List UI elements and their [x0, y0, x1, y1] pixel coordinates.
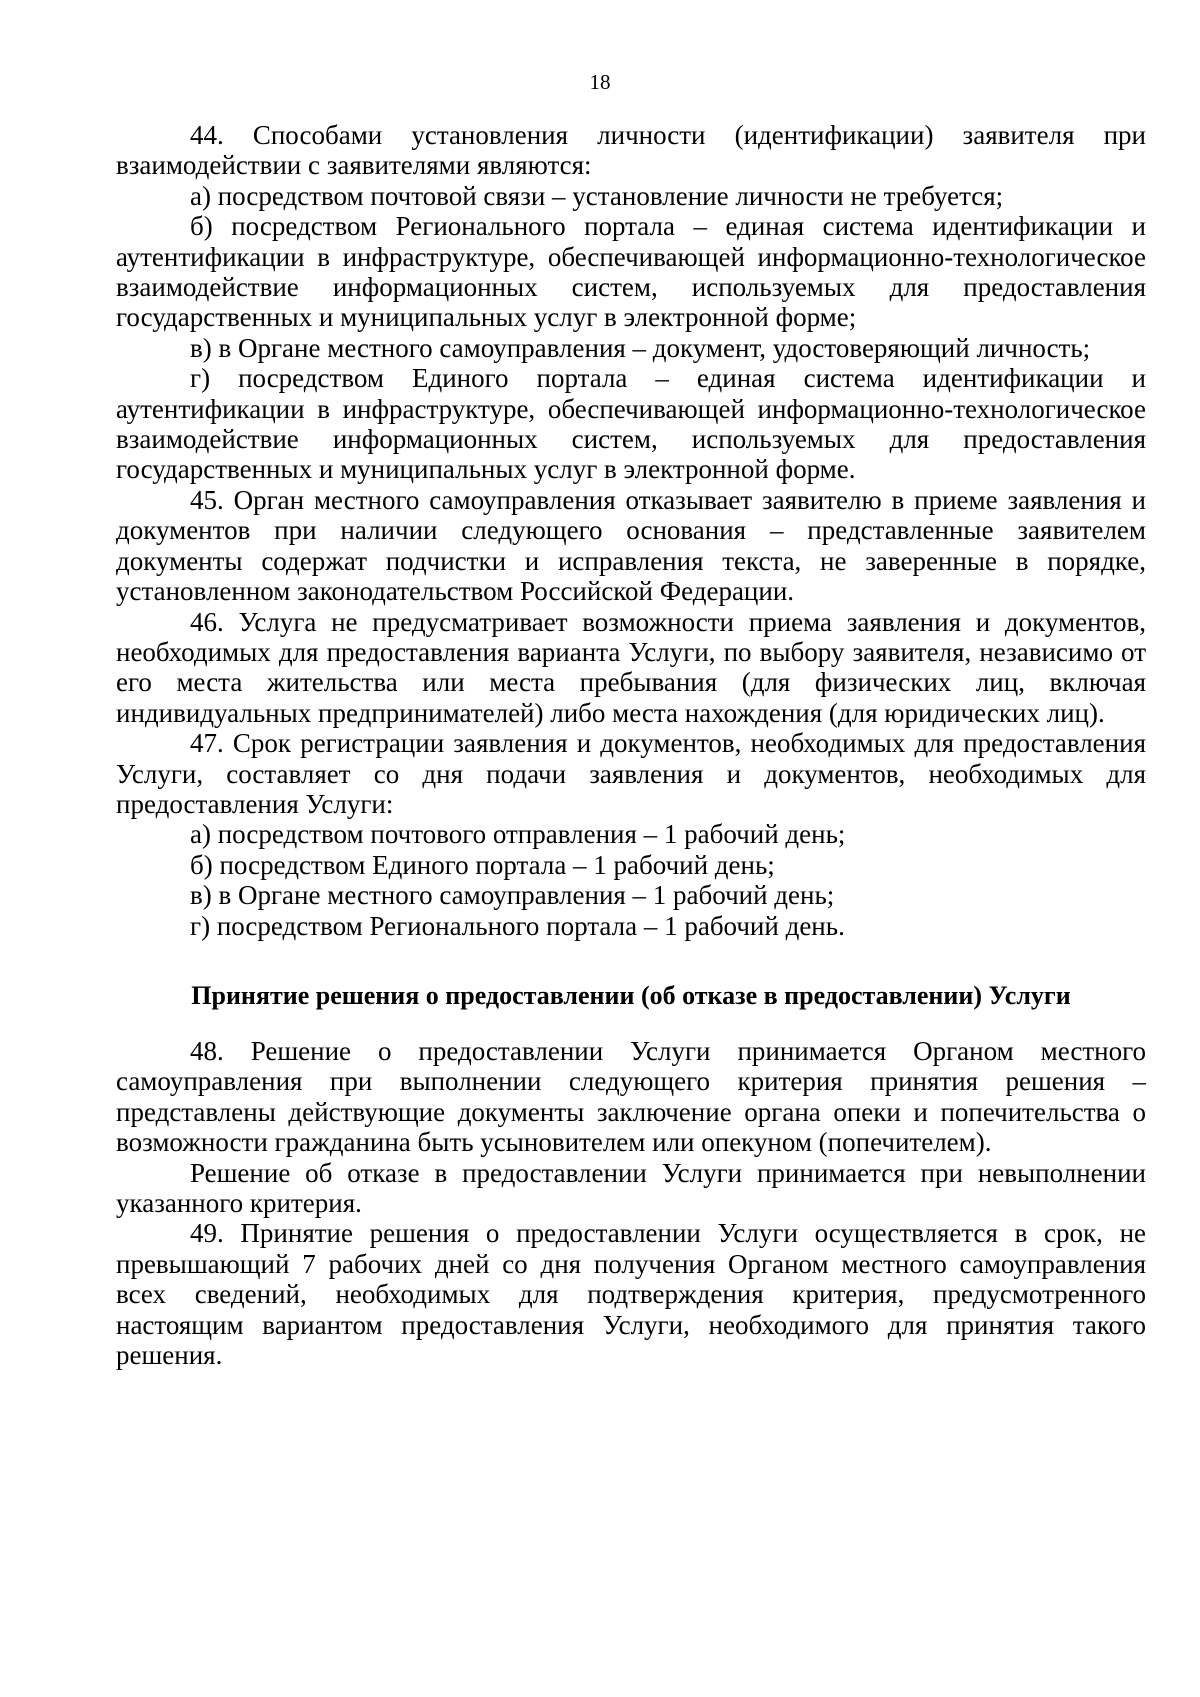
paragraph-46: 46. Услуга не предусматривает возможности приема заявления и документов, необходимых для предоставления варианта Услуги, по выбору заявителя, независимо от его места жительства или места пребывания (для физических лиц, включая индивидуальных предпринимателей) либо места нахождения (для юридических лиц).	[116, 606, 1146, 728]
paragraph-44-v: в) в Органе местного самоуправления – документ, удостоверяющий личность;	[190, 332, 1091, 363]
paragraph-49: 49. Принятие решения о предоставлении Услуги осуществляется в срок, не превышающий 7 рабочих дней со дня получения Органом местного самоуправления всех сведений, необходимых для подтверждения критерия, предусмотренного настоящим вариантом предоставления Услуги, необходимого для принятия такого решения.	[116, 1218, 1146, 1371]
paragraph-47-b: б) посредством Единого портала – 1 рабочий день;	[190, 849, 775, 880]
page-number: 18	[589, 70, 611, 94]
paragraph-45: 45. Орган местного самоуправления отказывает заявителю в приеме заявления и документов при наличии следующего основания – представленные заявителем документы содержат подчистки и исправления текста, не заверенные в порядке, установленном законодательством Российской Федерации.	[116, 484, 1146, 607]
paragraph-44: 44. Способами установления личности (идентификации) заявителя при взаимодействии с заявителями являются:	[116, 120, 1146, 181]
paragraph-47-g: г) посредством Регионального портала – 1 рабочий день.	[190, 910, 845, 941]
paragraph-48: 48. Решение о предоставлении Услуги принимается Органом местного самоуправления при выполнении следующего критерия принятия решения – представлены действующие документы заключение органа опеки и попечительства о возможности гражданина быть усыновителем или опекуном (попечителем).	[116, 1035, 1146, 1158]
paragraph-44-b: б) посредством Регионального портала – единая система идентификации и аутентификации в инфраструктуре, обеспечивающей информационно-технологическое взаимодействие информационных систем, используемых для предоставления государственных и муниципальных услуг в электронной форме;	[116, 211, 1146, 333]
paragraph-44-a: а) посредством почтовой связи – установление личности не требуется;	[190, 180, 1004, 211]
document-body	[116, 120, 1146, 1370]
paragraph-44-g: г) посредством Единого портала – единая система идентификации и аутентификации в инфраструктуре, обеспечивающей информационно-технологическое взаимодействие информационных систем, используемых для предоставления государственных и муниципальных услуг в электронной форме.	[116, 363, 1146, 485]
paragraph-47-a: а) посредством почтового отправления – 1 рабочий день;	[190, 819, 846, 850]
paragraph-47: 47. Срок регистрации заявления и документов, необходимых для предоставления Услуги, составляет со дня подачи заявления и документов, необходимых для предоставления Услуги:	[116, 728, 1146, 819]
paragraph-48-refusal: Решение об отказе в предоставлении Услуги принимается при невыполнении указанного критерия.	[116, 1157, 1146, 1218]
section-heading: Принятие решения о предоставлении (об отказе в предоставлении) Услуги	[191, 980, 1071, 1010]
paragraph-47-v: в) в Органе местного самоуправления – 1 рабочий день;	[190, 880, 835, 911]
